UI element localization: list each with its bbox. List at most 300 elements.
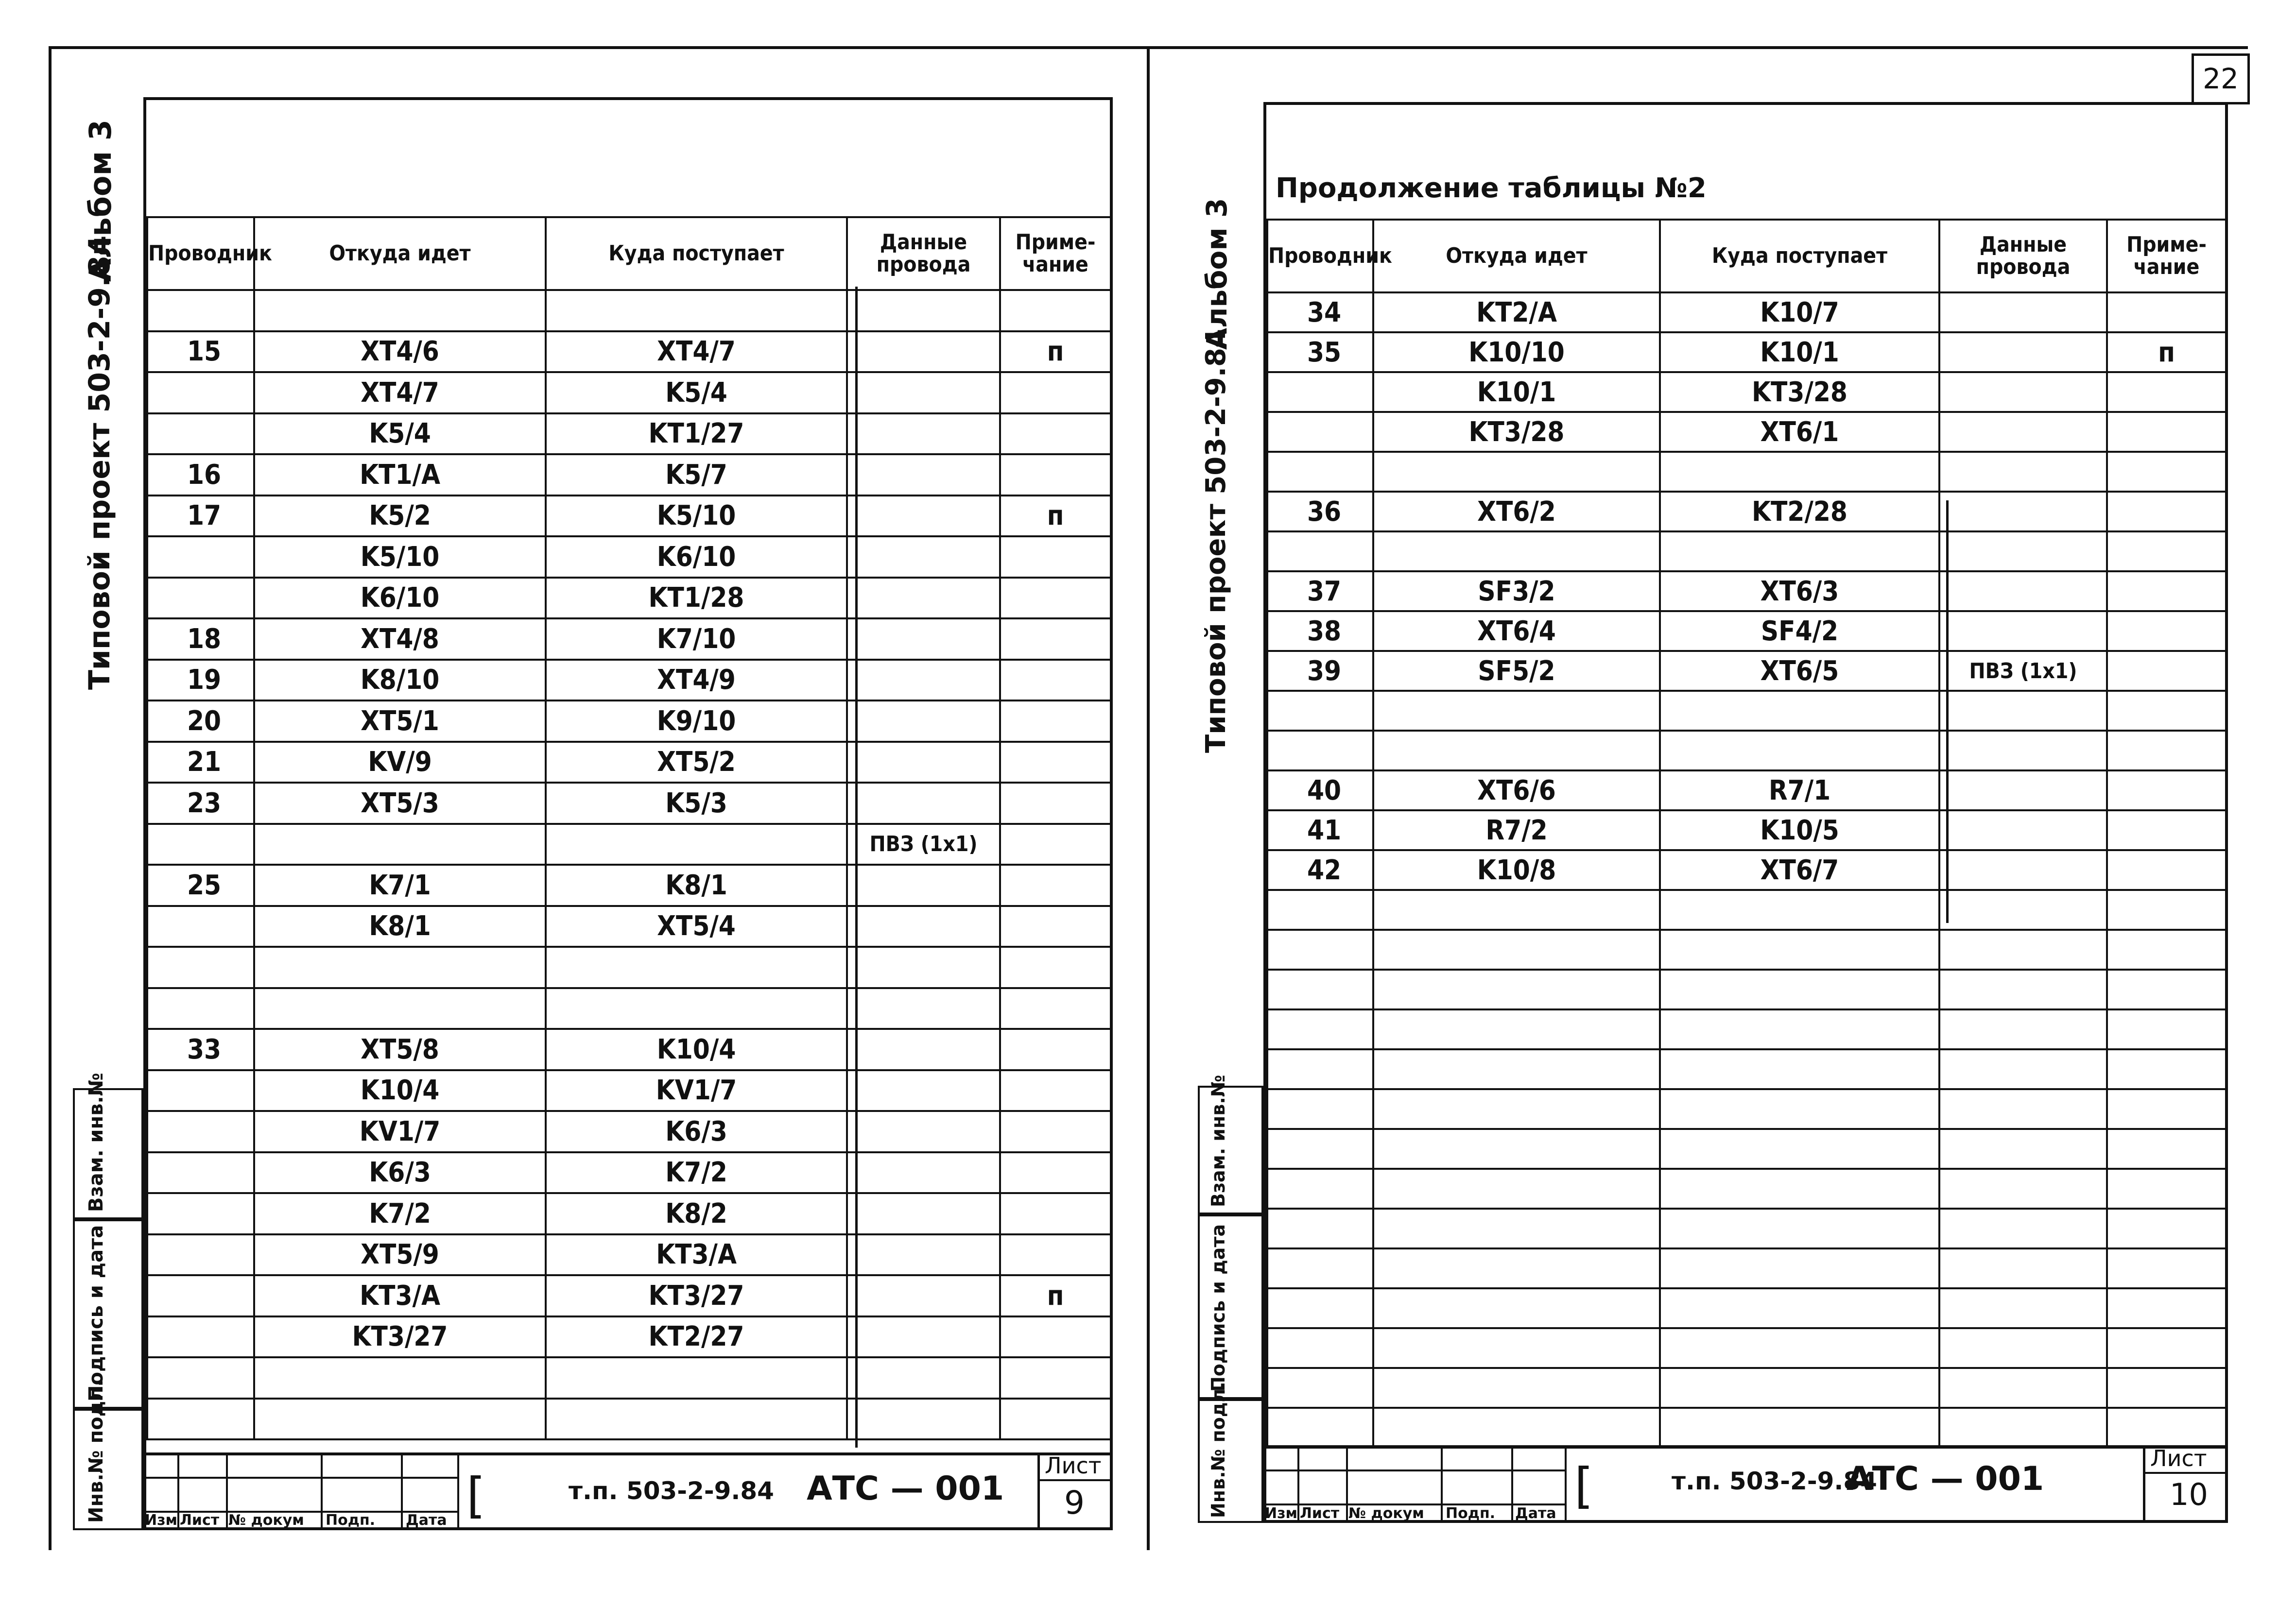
wire-data [1939,332,2107,372]
wire-number [1267,1248,1373,1288]
note [2107,1049,2226,1089]
note [1000,454,1111,495]
from-terminal [1373,1209,1660,1248]
note [1000,1234,1111,1276]
table-row [1267,1009,2226,1049]
from-terminal [1373,731,1660,770]
wire-data [1939,292,2107,332]
note [2107,1248,2226,1288]
right-header-note: Приме-чание [2107,220,2226,292]
wire-number [147,824,254,865]
from-terminal [1373,452,1660,492]
right-tb-v3 [1441,1445,1443,1523]
right-header-wire-data: Данные провода [1939,220,2107,292]
right-tb-sheet-divider [2143,1445,2145,1523]
note [2107,611,2226,651]
wire-number: 41 [1267,810,1373,850]
note [2107,571,2226,611]
wire-data [1939,1169,2107,1209]
to-terminal: K6/10 [546,536,847,578]
note: п [2107,332,2226,372]
note: п [1000,495,1111,537]
table-row [147,1193,1111,1234]
wire-data [847,454,1000,495]
from-terminal: XT5/9 [254,1234,546,1276]
from-terminal [254,1399,546,1440]
to-terminal: KT2/28 [1660,492,1939,531]
table-row [1267,1328,2226,1368]
note [2107,452,2226,492]
table-row [1267,1368,2226,1408]
table-row [1267,1248,2226,1288]
left-tb-col-izm: Изм [145,1512,178,1529]
to-terminal: XT5/4 [546,906,847,947]
table-row [147,1316,1111,1358]
table-row [147,372,1111,413]
from-terminal [1373,1408,1660,1448]
from-terminal [254,947,546,988]
from-terminal: K5/4 [254,413,546,455]
note [2107,292,2226,332]
table-row [1267,531,2226,571]
to-terminal: K6/3 [546,1111,847,1152]
right-tb-sheet-label: Лист [2150,1445,2207,1471]
right-tb-col-list: Лист [1300,1505,1340,1522]
table-row [1267,770,2226,810]
from-terminal: K5/2 [254,495,546,537]
wire-number: 17 [147,495,254,537]
wire-data [847,1029,1000,1070]
left-tb-lines [143,1477,459,1479]
table-row [147,290,1111,331]
from-terminal: KV/9 [254,742,546,783]
wire-number: 42 [1267,850,1373,890]
wire-number: 40 [1267,770,1373,810]
note [1000,1152,1111,1194]
to-terminal: XT4/7 [546,331,847,373]
table-row [147,700,1111,742]
left-tb-col-sign: Подп. [326,1512,376,1529]
wire-data [1939,452,2107,492]
right-project-label: Типовой проект 503-2-9.84 [1200,329,1232,753]
wire-data [1939,1408,2107,1448]
wire-number: 20 [147,700,254,742]
table-row [147,865,1111,906]
wire-data [847,536,1000,578]
left-header-wire: Проводник [147,217,254,290]
wire-data [1939,412,2107,452]
wire-number [147,413,254,455]
from-terminal: R7/2 [1373,810,1660,850]
to-terminal: KT1/28 [546,578,847,619]
wire-number [1267,1288,1373,1328]
to-terminal [1660,970,1939,1009]
right-tb-v2 [1346,1445,1348,1523]
from-terminal: XT5/3 [254,783,546,824]
from-terminal: K5/10 [254,536,546,578]
note: п [1000,331,1111,373]
from-terminal: XT4/8 [254,618,546,660]
to-terminal [546,988,847,1029]
to-terminal: K5/7 [546,454,847,495]
table-row [147,495,1111,537]
to-terminal: KT3/A [546,1234,847,1276]
to-terminal: KT3/27 [546,1275,847,1316]
left-tb-sheet-label: Лист [1045,1452,1102,1479]
note [2107,1169,2226,1209]
wire-number [1267,691,1373,731]
to-terminal: K5/10 [546,495,847,537]
page-number: 22 [2203,62,2239,95]
wire-data [1939,850,2107,890]
note [1000,783,1111,824]
wire-number [1267,890,1373,930]
table-row [1267,1169,2226,1209]
note [2107,770,2226,810]
wire-data [1939,1328,2107,1368]
from-terminal [254,988,546,1029]
note [1000,906,1111,947]
right-tb-v1 [1297,1445,1299,1523]
to-terminal: K9/10 [546,700,847,742]
wire-data [1939,1288,2107,1328]
from-terminal: K8/1 [254,906,546,947]
from-terminal [1373,1288,1660,1328]
table-row [1267,372,2226,412]
table-row [1267,850,2226,890]
wire-number: 36 [1267,492,1373,531]
to-terminal: XT6/1 [1660,412,1939,452]
from-terminal [254,1357,546,1399]
wire-data [847,1399,1000,1440]
note [1000,1357,1111,1399]
wire-number: 21 [147,742,254,783]
from-terminal [1373,1248,1660,1288]
wire-data [847,988,1000,1029]
wire-data [847,578,1000,619]
table-row [1267,611,2226,651]
wire-number [147,1070,254,1111]
wire-number: 25 [147,865,254,906]
wire-number [1267,1049,1373,1089]
to-terminal: K8/1 [546,865,847,906]
from-terminal [1373,970,1660,1009]
wire-number [1267,970,1373,1009]
wire-number: 37 [1267,571,1373,611]
wire-number [147,290,254,331]
wire-number: 33 [147,1029,254,1070]
left-tb-sheet-hline [1037,1479,1113,1481]
to-terminal: XT6/3 [1660,571,1939,611]
left-project-label: Типовой проект 503-2-9.84 [83,235,117,690]
wire-number [1267,731,1373,770]
left-tb-v2 [226,1452,228,1530]
wire-data [847,331,1000,373]
note [1000,1111,1111,1152]
right-tb-sheet-hline [2143,1472,2228,1474]
to-terminal: K8/2 [546,1193,847,1234]
note [2107,651,2226,691]
note [1000,536,1111,578]
table-row [1267,890,2226,930]
wire-number [147,372,254,413]
from-terminal [1373,1089,1660,1129]
table-row [147,1111,1111,1152]
table-row [1267,571,2226,611]
from-terminal: K6/10 [254,578,546,619]
to-terminal: R7/1 [1660,770,1939,810]
wire-data [847,413,1000,455]
table-row [147,1152,1111,1194]
to-terminal [1660,1288,1939,1328]
to-terminal [1660,1129,1939,1169]
to-terminal [1660,1009,1939,1049]
wire-number: 39 [1267,651,1373,691]
note [2107,1328,2226,1368]
note [1000,742,1111,783]
note [1000,865,1111,906]
table-row [147,413,1111,455]
wire-data [847,1193,1000,1234]
wire-number [1267,372,1373,412]
wire-number [147,1275,254,1316]
wire-data [1939,492,2107,531]
right-caption: Продолжение таблицы №2 [1276,172,1707,204]
note: п [1000,1275,1111,1316]
left-tb-sheet-number: 9 [1064,1484,1085,1521]
from-terminal [1373,691,1660,731]
note [2107,970,2226,1009]
note [1000,618,1111,660]
note [2107,412,2226,452]
right-tb-doc: [ [1574,1457,1594,1514]
wire-data [847,906,1000,947]
table-row [1267,332,2226,372]
wire-data [1939,611,2107,651]
wire-data [1939,1089,2107,1129]
from-terminal: KT3/27 [254,1316,546,1358]
note [1000,700,1111,742]
table-row [147,331,1111,373]
wire-data [1939,1129,2107,1169]
wire-number [1267,452,1373,492]
wire-data [847,495,1000,537]
wire-number [147,906,254,947]
note [2107,1288,2226,1328]
to-terminal: K7/2 [546,1152,847,1194]
wire-data [1939,1248,2107,1288]
to-terminal [1660,1049,1939,1089]
left-tb-col-list: Лист [180,1512,220,1529]
note [2107,810,2226,850]
wire-data: ПВЗ (1х1) [847,824,1000,865]
right-tb-v0 [1565,1445,1567,1523]
wire-data [1939,930,2107,970]
note [1000,988,1111,1029]
to-terminal [546,1357,847,1399]
wire-data [1939,1368,2107,1408]
left-tb-v4 [401,1452,403,1530]
wire-data [1939,372,2107,412]
note [2107,1368,2226,1408]
left-tb-doc: [ [466,1467,486,1524]
table-row [1267,412,2226,452]
table-row [147,1029,1111,1070]
note [1000,413,1111,455]
wire-data [1939,1009,2107,1049]
wire-number [1267,1328,1373,1368]
wire-data [847,1070,1000,1111]
table-row [1267,1129,2226,1169]
table-row [1267,731,2226,770]
right-header-to: Куда поступает [1660,220,1939,292]
from-terminal [1373,1328,1660,1368]
left-brace [855,287,858,1448]
right-tb-col-doc: № докум [1348,1505,1424,1522]
to-terminal [1660,691,1939,731]
table-row [1267,651,2226,691]
note [2107,930,2226,970]
left-side-cell-3 [73,1088,143,1219]
right-album-label: Альбом 3 [1200,198,1233,350]
note [2107,1089,2226,1129]
wire-data [847,1316,1000,1358]
to-terminal: K10/4 [546,1029,847,1070]
table-row [147,783,1111,824]
wire-data [847,290,1000,331]
from-terminal [1373,1368,1660,1408]
note [2107,890,2226,930]
wire-number [1267,1368,1373,1408]
right-side-label-3: Взам. инв.№ [1208,1075,1229,1207]
wire-data [847,742,1000,783]
table-row [147,1399,1111,1440]
right-tb-col-izm: Изм [1265,1505,1298,1522]
to-terminal [1660,1368,1939,1408]
left-side-label-1: Инв.№ подл. [85,1379,107,1523]
note [2107,731,2226,770]
wire-data [847,372,1000,413]
to-terminal: KT3/28 [1660,372,1939,412]
note [1000,290,1111,331]
wire-number [1267,1089,1373,1129]
wire-number [147,947,254,988]
right-tb-sheet-number: 10 [2170,1477,2208,1512]
note [1000,1029,1111,1070]
to-terminal: KT2/27 [546,1316,847,1358]
from-terminal: K10/4 [254,1070,546,1111]
page-number-box [2192,53,2250,104]
note [2107,1209,2226,1248]
wire-number: 16 [147,454,254,495]
note [2107,1009,2226,1049]
left-header-note: Приме-чание [1000,217,1111,290]
wire-data [1939,1049,2107,1089]
wire-data [1939,770,2107,810]
note [1000,1399,1111,1440]
wire-number [147,1193,254,1234]
to-terminal [1660,930,1939,970]
to-terminal: XT6/5 [1660,651,1939,691]
from-terminal: KT1/A [254,454,546,495]
from-terminal: K10/8 [1373,850,1660,890]
wire-number [147,536,254,578]
left-tb-v3 [321,1452,323,1530]
wire-data [1939,731,2107,770]
wire-data [847,1234,1000,1276]
wire-number: 38 [1267,611,1373,651]
from-terminal: SF5/2 [1373,651,1660,691]
to-terminal [1660,452,1939,492]
table-row [1267,1209,2226,1248]
from-terminal: XT6/2 [1373,492,1660,531]
left-side-label-3: Взам. инв.№ [85,1073,107,1212]
wire-number [1267,1408,1373,1448]
to-terminal: XT5/2 [546,742,847,783]
to-terminal [1660,1248,1939,1288]
wire-data [847,660,1000,701]
right-tb-doc-num: т.п. 503-2-9.84 [1672,1467,1877,1495]
wire-number: 34 [1267,292,1373,332]
from-terminal: XT6/4 [1373,611,1660,651]
from-terminal [1373,1049,1660,1089]
to-terminal [1660,1209,1939,1248]
from-terminal: KV1/7 [254,1111,546,1152]
right-brace [1946,500,1949,923]
left-tb-v1 [177,1452,179,1530]
wire-data [847,1357,1000,1399]
wire-data [1939,970,2107,1009]
to-terminal [1660,1169,1939,1209]
table-row [147,1234,1111,1276]
table-row [147,1275,1111,1316]
wire-data [1939,571,2107,611]
right-side-label-1: Инв.№ подл. [1208,1382,1229,1518]
wire-number: 35 [1267,332,1373,372]
wire-number [1267,1009,1373,1049]
to-terminal: KT1/27 [546,413,847,455]
to-terminal: K10/7 [1660,292,1939,332]
to-terminal: K7/10 [546,618,847,660]
wire-number: 19 [147,660,254,701]
wire-number [1267,1169,1373,1209]
from-terminal: XT4/7 [254,372,546,413]
to-terminal: K5/3 [546,783,847,824]
from-terminal: KT2/A [1373,292,1660,332]
left-tb-col-date: Дата [406,1512,447,1529]
left-header-from: Откуда идет [254,217,546,290]
to-terminal: XT6/7 [1660,850,1939,890]
wire-number [147,1152,254,1194]
to-terminal: SF4/2 [1660,611,1939,651]
to-terminal [1660,531,1939,571]
left-tb-col-doc: № докум [228,1512,304,1529]
note [1000,660,1111,701]
right-tb-code: АТС — 001 [1847,1460,2044,1498]
table-row [147,906,1111,947]
from-terminal: K10/10 [1373,332,1660,372]
from-terminal: K8/10 [254,660,546,701]
from-terminal [1373,930,1660,970]
to-terminal [546,1399,847,1440]
left-wire-table [146,216,1112,1440]
table-row [147,578,1111,619]
wire-number: 18 [147,618,254,660]
right-header-from: Откуда идет [1373,220,1660,292]
wire-data [1939,890,2107,930]
to-terminal: K10/5 [1660,810,1939,850]
table-row [1267,292,2226,332]
